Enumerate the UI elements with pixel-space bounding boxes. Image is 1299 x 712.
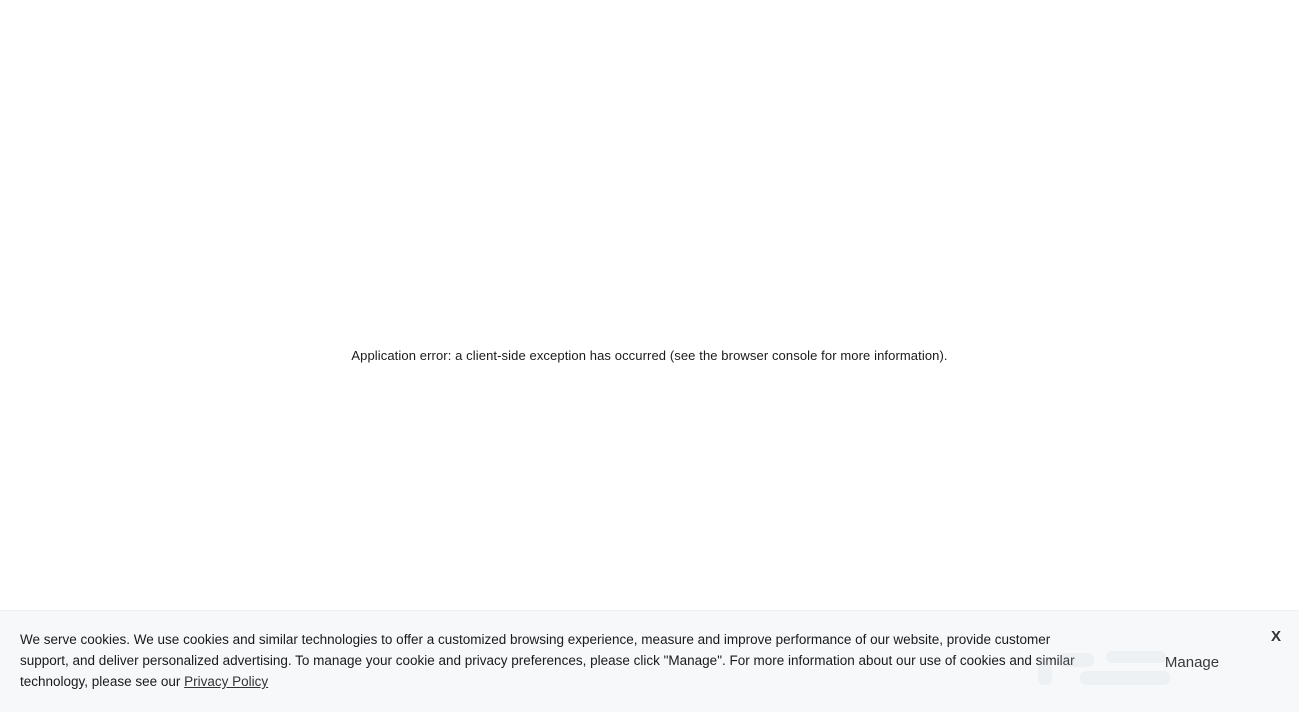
cookie-description: We serve cookies. We use cookies and similar technologies to offer a customized browsing experience, measure and improve performance of our website, provide customer support, and deliver personalized advertising. To manage your cookie and privacy preferences, please click "Manage". For more information about our use of cookies and similar technology, please see our — [20, 632, 1075, 689]
cookie-text — [20, 629, 1100, 692]
cookie-banner — [0, 610, 1299, 712]
close-icon: X — [1271, 627, 1282, 645]
privacy-policy-link[interactable]: Privacy Policy — [184, 674, 269, 689]
error-message: Application error: a client-side exception has occurred (see the browser console for more information). — [351, 348, 948, 363]
close-banner-button[interactable] — [1266, 625, 1286, 647]
manage-cookies-button[interactable]: Manage — [1146, 649, 1238, 675]
